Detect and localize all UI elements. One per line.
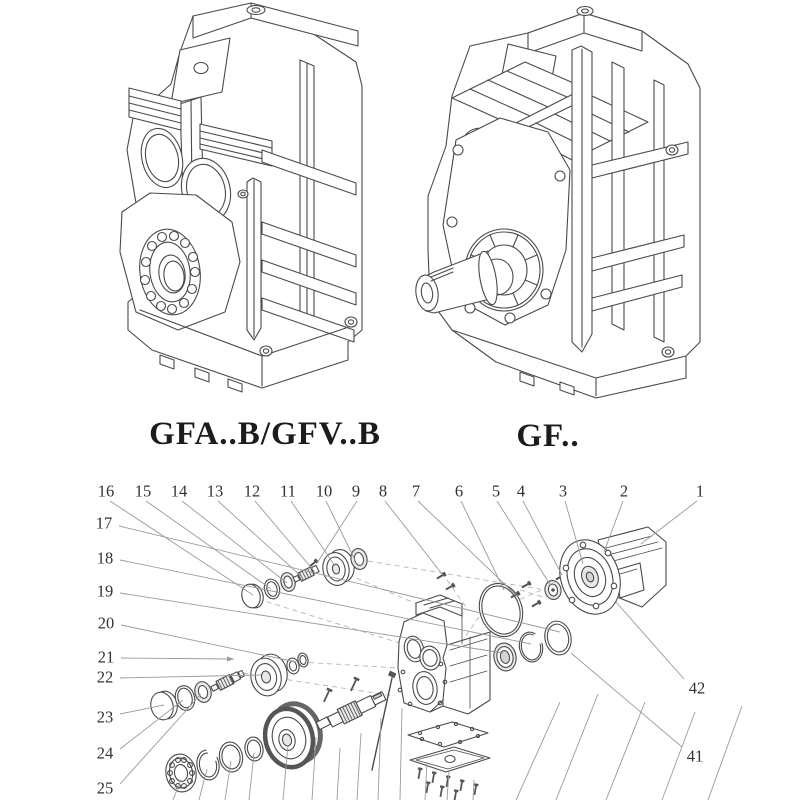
pinion-shaft: [292, 564, 319, 583]
assembly-guide-line-1: [258, 599, 406, 645]
cut-leader-line-6: [337, 748, 340, 800]
part-number-24: 24: [96, 743, 114, 763]
pinion-shaft: [210, 669, 246, 694]
part-number-11: 11: [280, 481, 296, 501]
ball-bearing: [163, 752, 199, 795]
leader-line-1: [641, 501, 697, 544]
cut-leader-line-8: [378, 718, 381, 800]
leader-arrowhead: [227, 656, 234, 661]
gear-reducer-front-isometric-drawing: [120, 3, 362, 392]
leader-line-8: [385, 501, 442, 574]
leader-line-16: [110, 501, 253, 595]
part-number-10: 10: [315, 481, 333, 501]
leader-line-41: [571, 653, 682, 747]
leader-line-6: [461, 501, 504, 590]
long-bolt: [372, 671, 396, 770]
part-number-15: 15: [134, 481, 152, 501]
leader-line-14: [182, 501, 287, 583]
leader-line-42: [616, 602, 684, 679]
leader-line-11: [291, 501, 335, 566]
circlip: [195, 748, 222, 781]
helical-gear-large: [257, 697, 328, 774]
output-shaft: [326, 689, 387, 730]
leader-line-5: [497, 501, 551, 586]
part-number-41: 41: [686, 746, 704, 766]
gear-reducer-rear-isometric-drawing: [414, 7, 700, 399]
cut-leader-line-7: [357, 733, 361, 800]
cut-leader-line-12: [473, 780, 474, 800]
part-number-7: 7: [411, 481, 421, 501]
part-number-22: 22: [96, 667, 114, 687]
cut-leader-line-15: [606, 702, 645, 800]
part-number-25: 25: [96, 778, 114, 798]
leader-line-17: [119, 526, 560, 632]
leader-line-15: [146, 501, 271, 589]
part-number-4: 4: [516, 481, 526, 501]
assembly-guide-line-2: [300, 662, 399, 668]
figure-label-right: GF..: [516, 418, 580, 454]
bolt: [521, 581, 532, 590]
stud-bolt: [321, 687, 333, 703]
part-number-23: 23: [96, 707, 114, 727]
filler-plug: [577, 7, 593, 16]
cut-leader-line-14: [556, 694, 598, 800]
leader-line-21: [121, 658, 234, 659]
circlip: [517, 630, 546, 664]
cut-leader-line-13: [516, 702, 560, 800]
leader-line-4: [523, 501, 562, 575]
part-number-1: 1: [695, 481, 705, 501]
part-number-17: 17: [95, 513, 113, 533]
assembly-guide-line-8: [520, 590, 546, 598]
leader-line-20: [121, 625, 296, 662]
part-number-3: 3: [558, 481, 568, 501]
o-ring: [473, 578, 530, 642]
part-number-9: 9: [351, 481, 361, 501]
seal-ring: [262, 577, 282, 600]
input-shaft-assembly: [239, 547, 369, 610]
bolt: [531, 600, 542, 609]
part-number-16: 16: [97, 481, 115, 501]
exploded-parts: [148, 527, 666, 800]
cut-leader-line-10: [425, 762, 427, 800]
part-number-5: 5: [491, 481, 501, 501]
part-number-6: 6: [454, 481, 464, 501]
part-number-14: 14: [170, 481, 188, 501]
cut-leader-line-17: [708, 706, 742, 800]
part-number-13: 13: [206, 481, 224, 501]
cut-leader-line-9: [400, 708, 402, 800]
part-number-21: 21: [97, 647, 115, 667]
filler-plug: [247, 6, 265, 15]
part-number-12: 12: [243, 481, 261, 501]
figure-label-left: GFA..B/GFV..B: [149, 416, 381, 452]
part-number-42: 42: [688, 678, 706, 698]
gearbox-housing: [372, 595, 490, 800]
part-number-18: 18: [96, 548, 114, 568]
part-number-19: 19: [96, 581, 114, 601]
part-number-8: 8: [378, 481, 388, 501]
part-number-2: 2: [619, 481, 629, 501]
part-number-20: 20: [97, 613, 115, 633]
